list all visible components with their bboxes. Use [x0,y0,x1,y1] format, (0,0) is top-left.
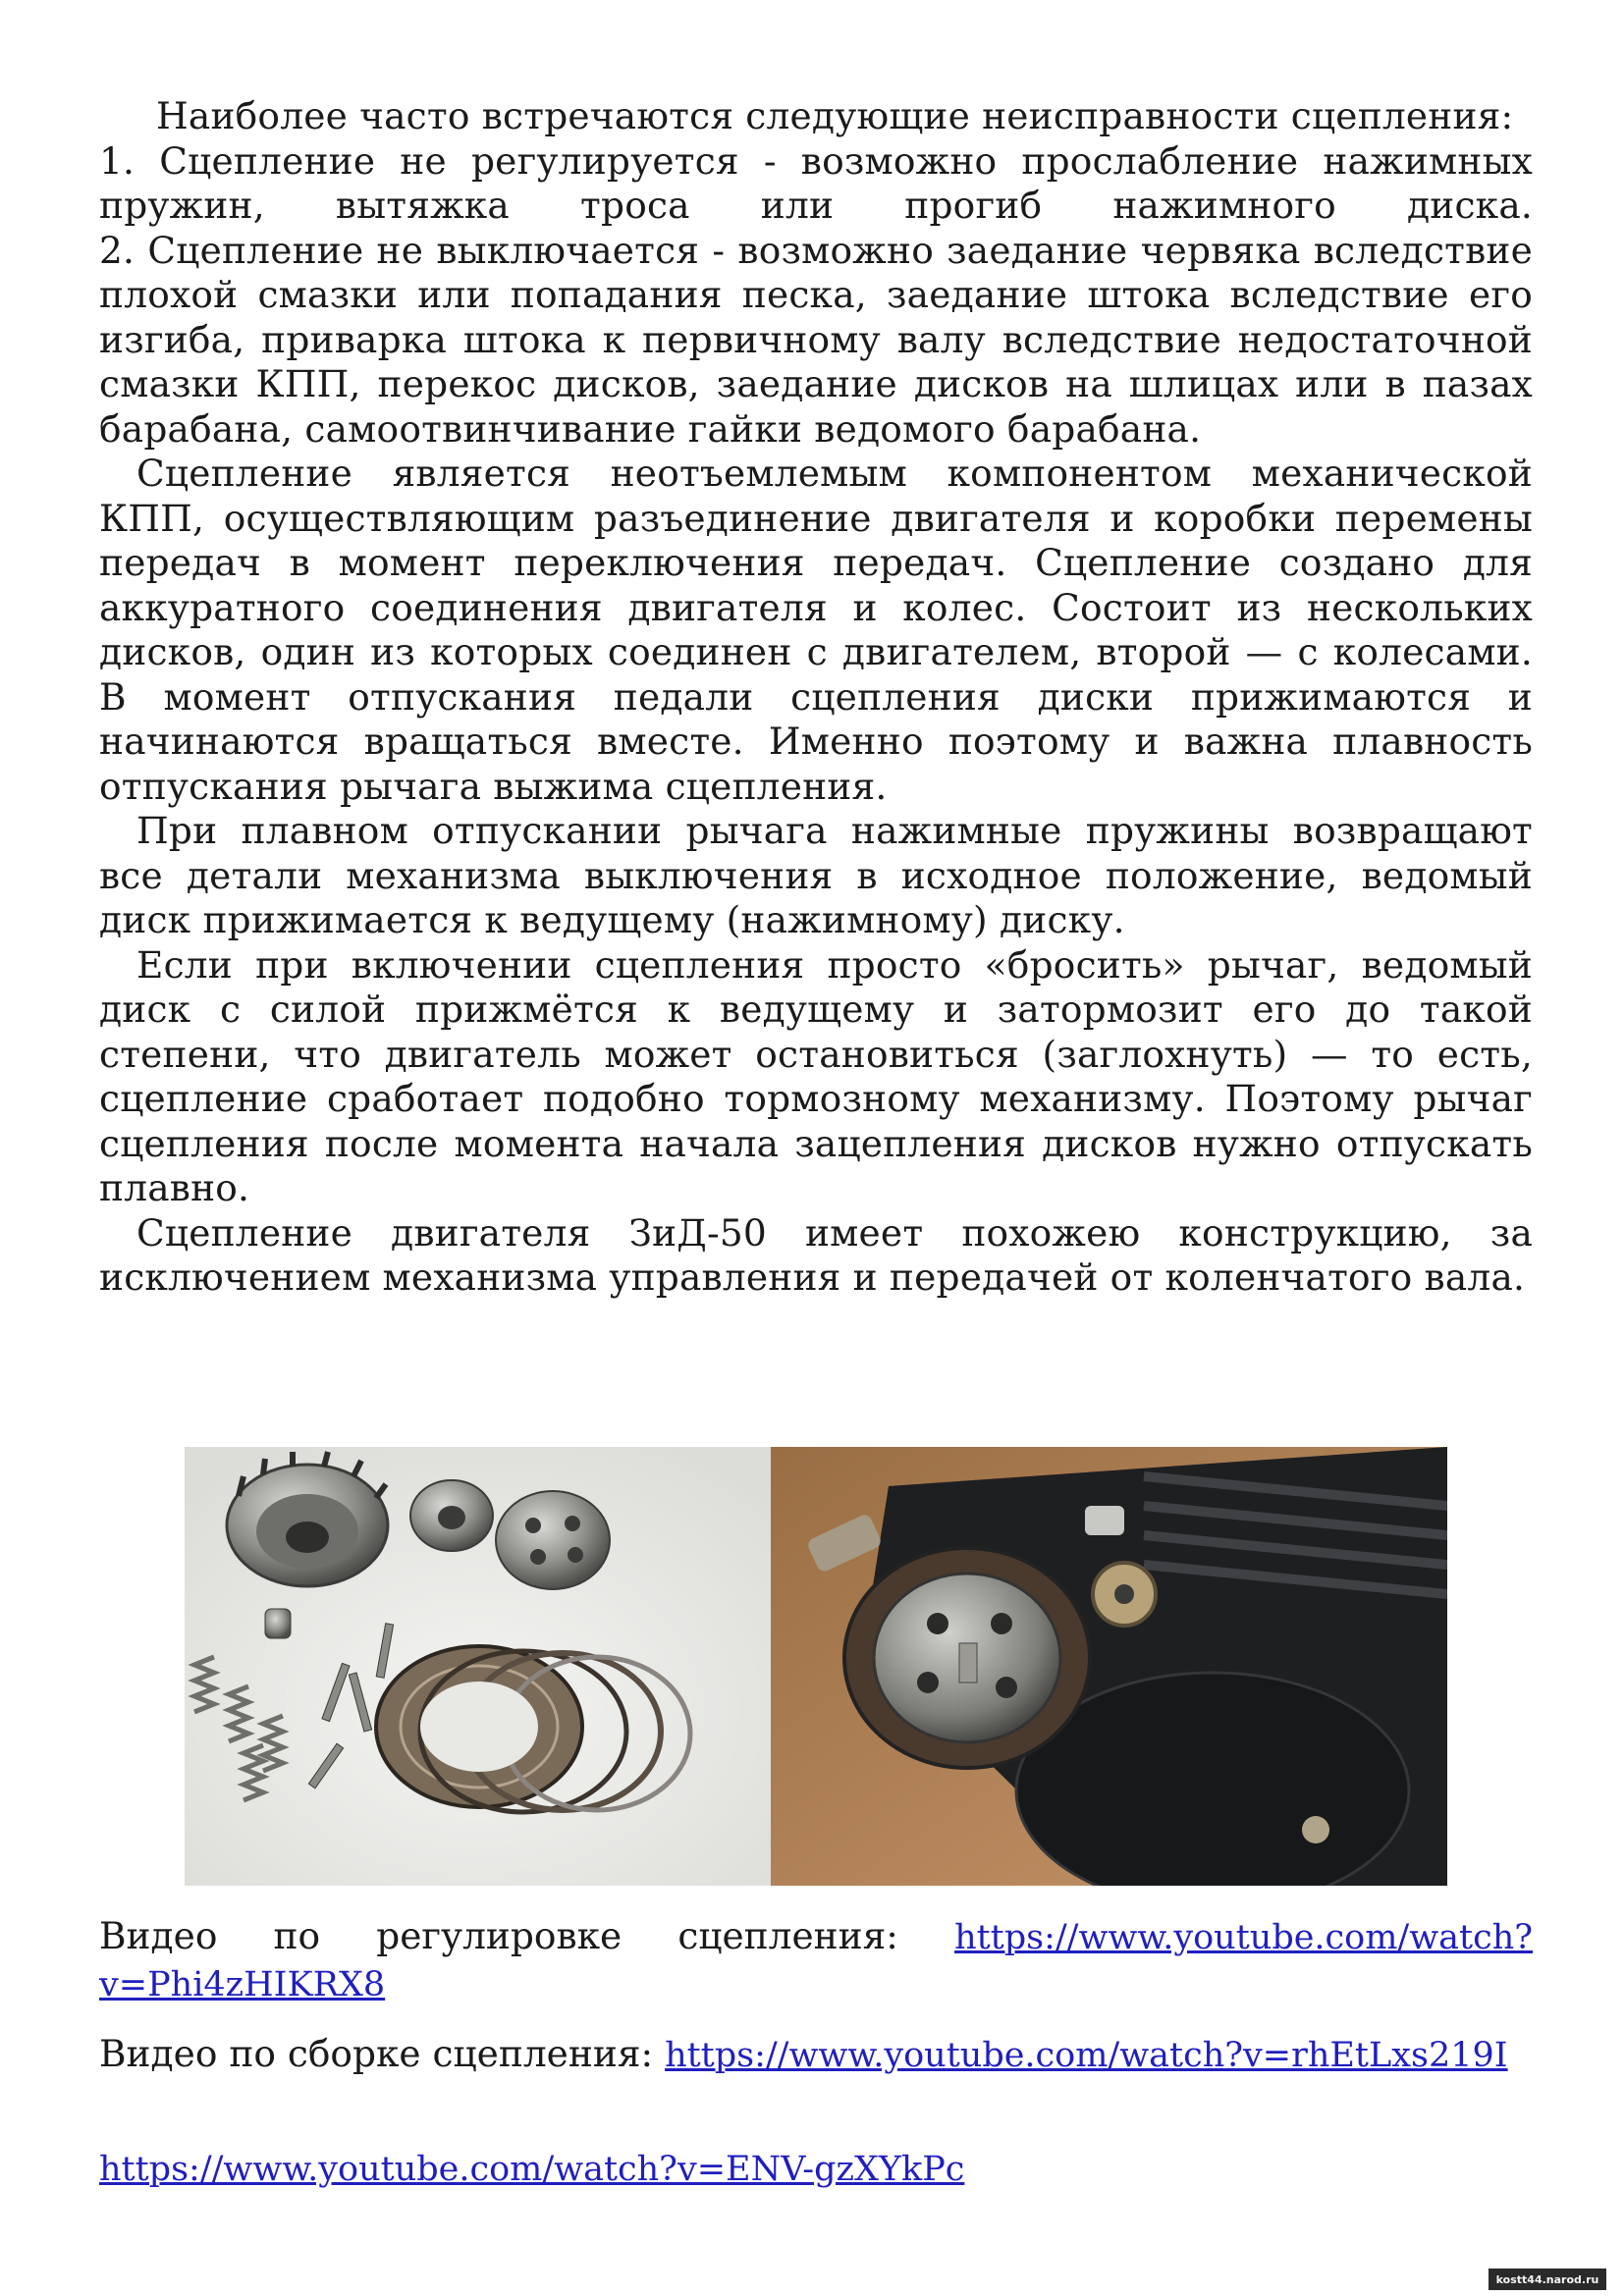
video-adjustment-label: Видео по регулировке сцепления: [99,1914,898,1957]
video-assembly-label: Видео по сборке сцепления: [99,2032,654,2075]
document-body [99,94,1533,1301]
lever-drop-paragraph: Если при включении сцепления просто «бросить» рычаг, ведомый диск с силой прижмётся к ведущему и затормозит его до такой степени, что двигатель может остановиться (заглохнуть) — то есть, сцепление сработает подобно тормозному механизму. Поэтому рычаг сцепления после момента начала зацепления дисков нужно отпускать плавно. [99,942,1533,1209]
video-extra-link[interactable]: https://www.youtube.com/watch?v=ENV-gzXYkPc [99,2150,965,2189]
video-adjustment-link[interactable]: https://www.youtube.com/watch? [954,1918,1534,1957]
intro-paragraph: Наиболее часто встречаются следующие неисправности сцепления: [156,94,1514,137]
zid50-paragraph: Сцепление двигателя ЗиД-50 имеет похожею конструкцию, за исключением механизма управления и передачей от коленчатого вала. [99,1210,1533,1299]
video-extra-line [99,2146,1533,2193]
video-assembly-line [99,2032,1533,2079]
video-adjustment-line [99,1914,1533,1961]
fault-item-1: 1. Сцепление не регулируется - возможно прослабление нажимных пружин, вытяжка троса или прогиб нажимного диска. [99,138,1533,227]
video-adjustment-link-cont[interactable]: v=Phi4zHIKRX8 [99,1964,386,2004]
video-assembly-link[interactable]: https://www.youtube.com/watch?v=rhEtLxs219I [665,2036,1508,2075]
disassembled-clutch-photo [185,1447,771,1886]
clutch-photos [185,1447,1447,1886]
smooth-release-paragraph: При плавном отпускании рычага нажимные пружины возвращают все детали механизма выключения в исходное положение, ведомый диск прижимается к ведущему (нажимному) диску. [99,809,1533,941]
clutch-description-paragraph: Сцепление является неотъемлемым компонентом механической КПП, осуществляющим разъединение двигателя и коробки перемены передач в момент переключения передач. Сцепление создано для аккуратного соединения двигателя и колес. Состоит из нескольких дисков, один из которых соединен с двигателем, второй — с колесами. В момент отпускания педали сцепления диски прижимаются и начинаются вращаться вместе. Именно поэтому и важна плавность отпускания рычага выжима сцепления. [99,452,1533,808]
site-watermark: kostt44.narod.ru [1489,2269,1606,2290]
video-adjustment-line-cont [99,1961,1533,2008]
video-links [99,1914,1534,2189]
fault-item-2: 2. Сцепление не выключается - возможно заедание червяка вследствие плохой смазки или попадания песка, заедание штока вследствие его изгиба, приварка штока к первичному валу вследствие недостаточной смазки КПП, перекос дисков, заедание дисков на шлицах или в пазах барабана, самоотвинчивание гайки ведомого барабана. [99,228,1533,451]
installed-clutch-photo [771,1447,1447,1886]
